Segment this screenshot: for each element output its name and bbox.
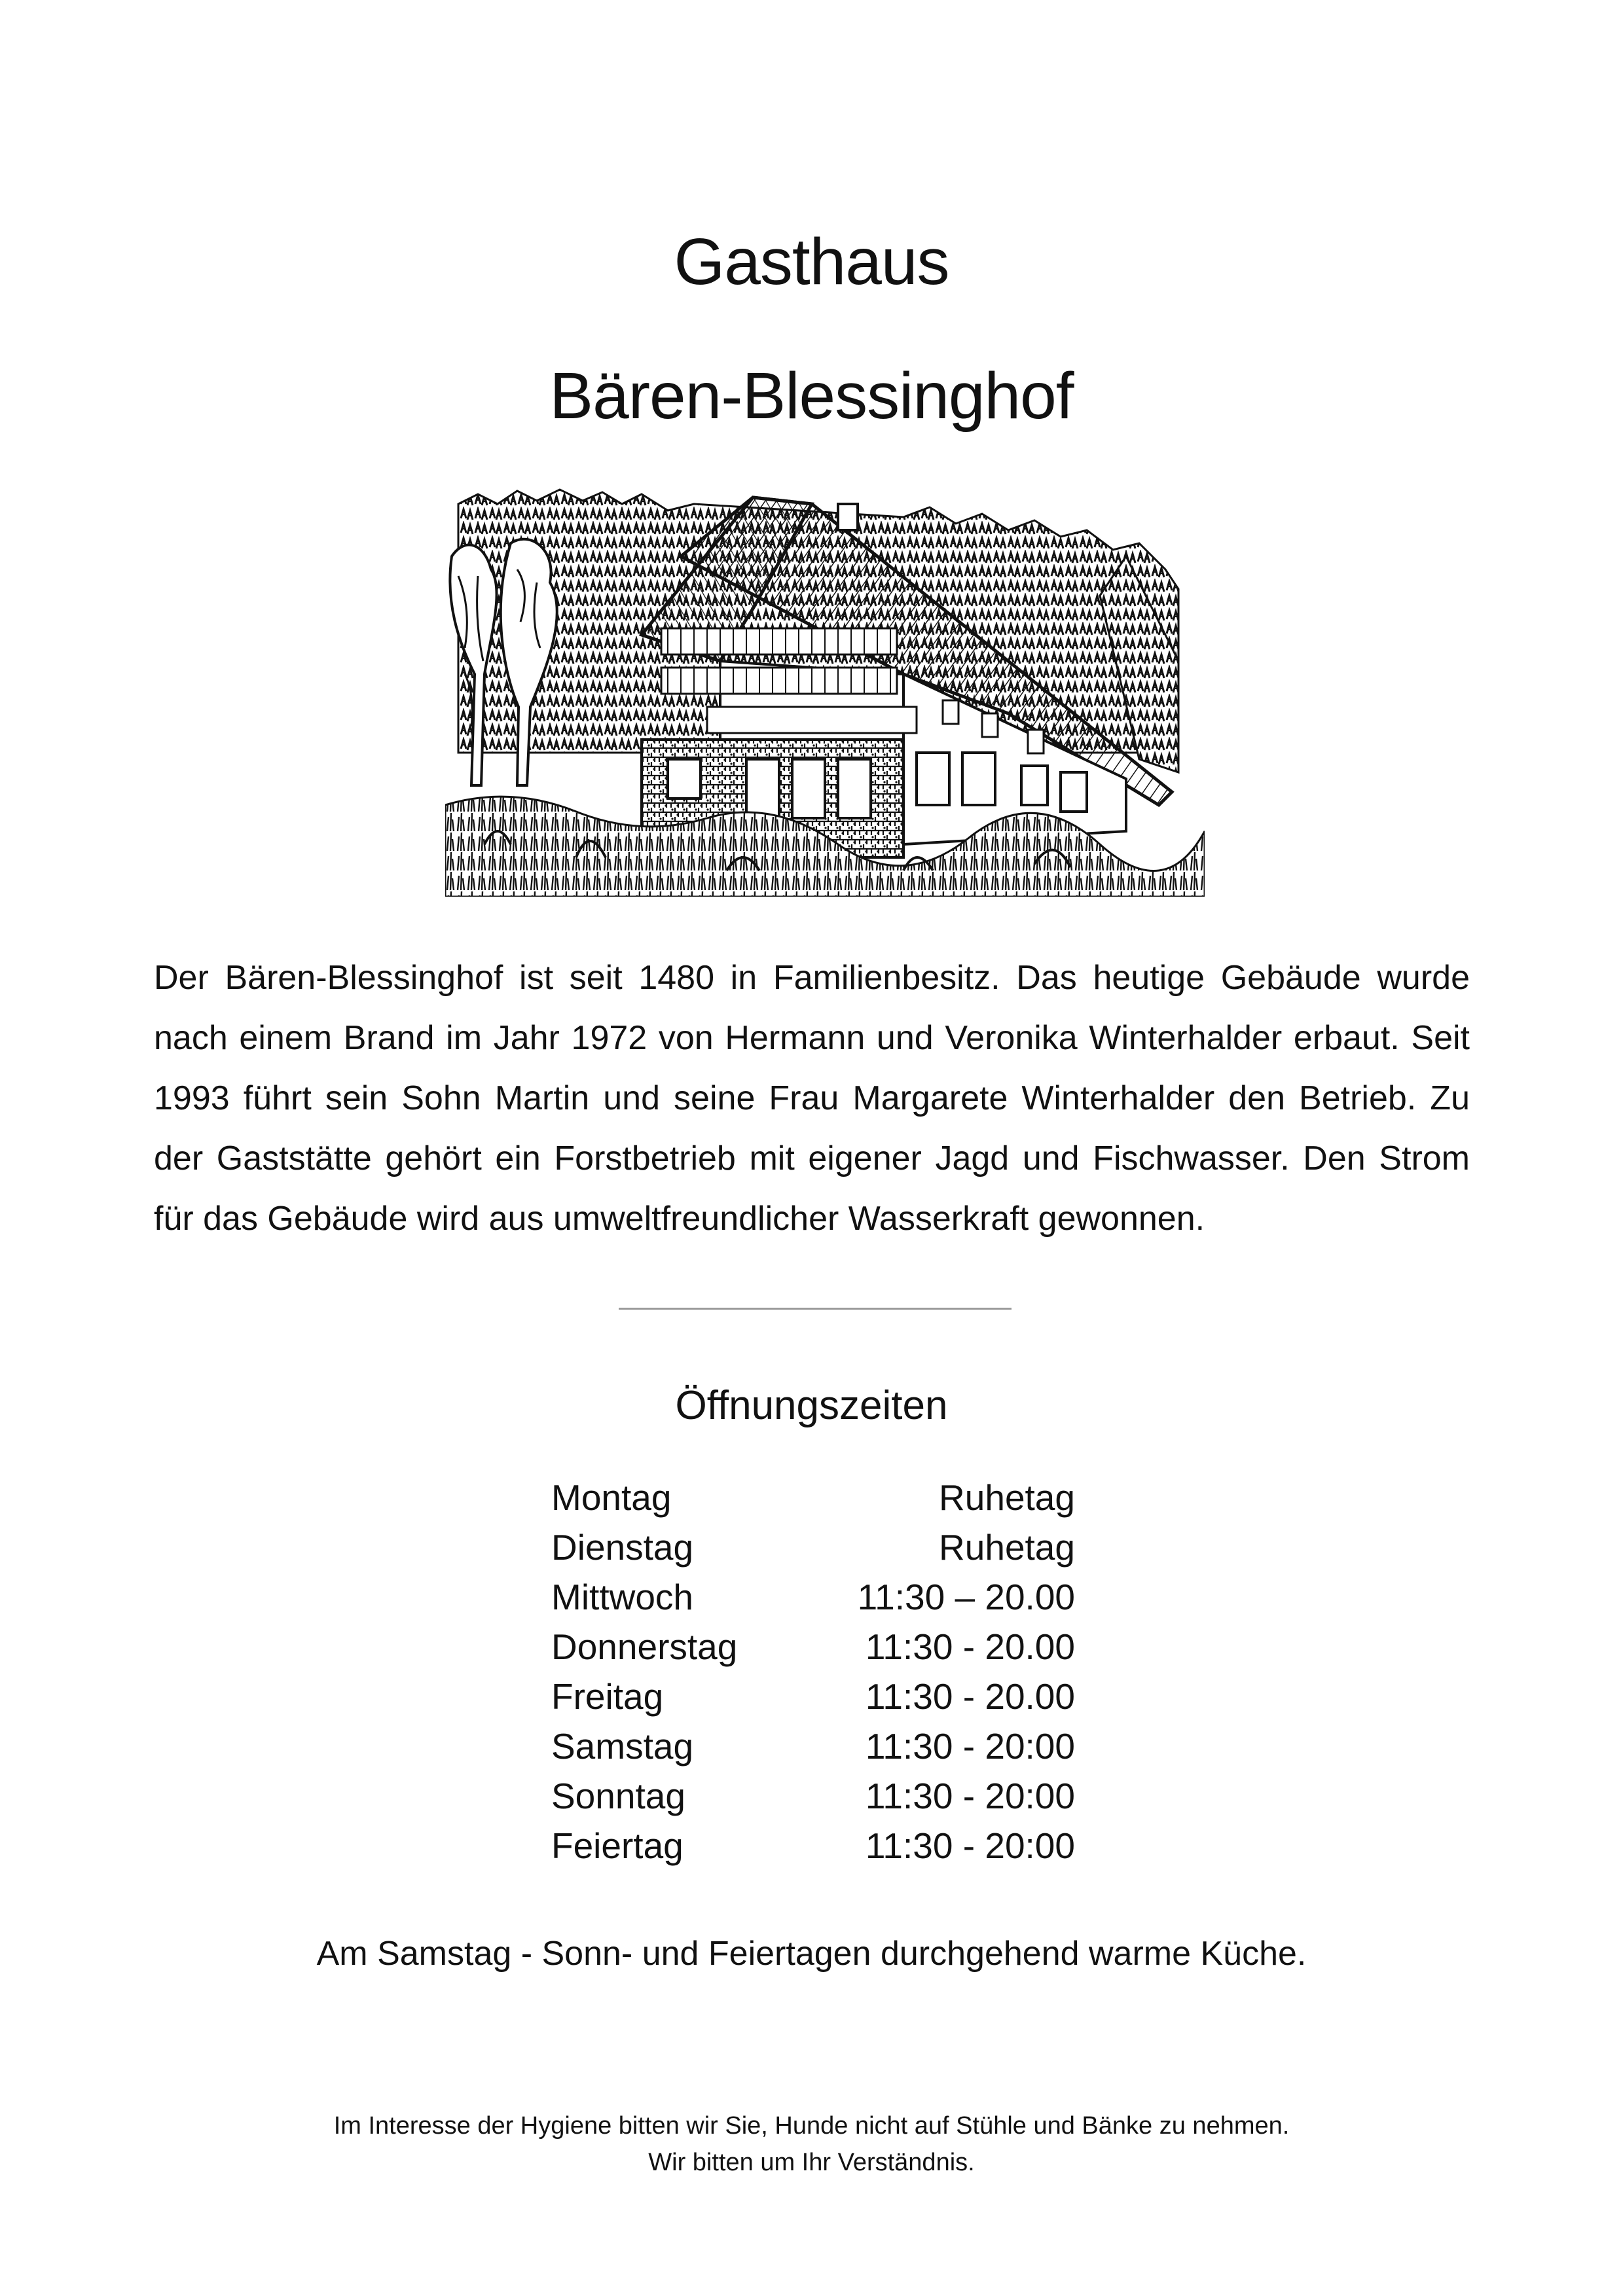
hours-day: Dienstag: [551, 1527, 694, 1568]
hours-row-monday: [551, 1473, 1075, 1522]
page-title-line-1: Gasthaus: [674, 225, 949, 298]
hours-row-friday: [551, 1672, 1075, 1721]
hours-row-wednesday: [551, 1572, 1075, 1622]
hours-day: Feiertag: [551, 1825, 684, 1866]
hours-time: Ruhetag: [939, 1477, 1075, 1518]
hours-row-thursday: [551, 1622, 1075, 1672]
intro-paragraph: Der Bären-Blessinghof ist seit 1480 in Familienbesitz. Das heutige Gebäude wurde nach einem Brand im Jahr 1972 von Hermann und Veronika Winterhalder erbaut. Seit 1993 führt sein Sohn Martin und seine Frau Margarete Winterhalder den Betrieb. Zu der Gaststätte gehört ein Forstbetrieb mit eigener Jagd und Fischwasser. Den Strom für das Gebäude wird aus umweltfreundlicher Wasserkraft gewonnen.: [154, 959, 1470, 1238]
hours-day: Sonntag: [551, 1776, 685, 1816]
hours-day: Donnerstag: [551, 1626, 738, 1667]
opening-hours-heading: Öffnungszeiten: [675, 1383, 948, 1428]
hours-day: Montag: [551, 1477, 672, 1518]
hours-day: Mittwoch: [551, 1577, 693, 1617]
footer-line-2: Wir bitten um Ihr Verständnis.: [648, 2149, 975, 2176]
kitchen-note: Am Samstag - Sonn- und Feiertagen durchgehend warme Küche.: [316, 1935, 1307, 1973]
footer-line-1: Im Interesse der Hygiene bitten wir Sie, Hunde nicht auf Stühle und Bänke zu nehmen.: [333, 2112, 1290, 2140]
hours-day: Freitag: [551, 1676, 664, 1717]
hours-time: 11:30 - 20:00: [865, 1776, 1075, 1816]
hours-time: Ruhetag: [939, 1527, 1075, 1568]
section-divider: [619, 1308, 1012, 1310]
hours-time: 11:30 - 20:00: [865, 1825, 1075, 1866]
hours-time: 11:30 - 20.00: [865, 1676, 1075, 1717]
footer-notice: [0, 2108, 1623, 2181]
hours-time: 11:30 - 20:00: [865, 1726, 1075, 1767]
page-title-line-2: Bären-Blessinghof: [549, 359, 1074, 433]
hours-time: 11:30 – 20.00: [857, 1577, 1075, 1617]
hours-time: 11:30 - 20.00: [865, 1626, 1075, 1667]
farmhouse-drawing-icon: [445, 478, 1205, 897]
opening-hours-table: [551, 1473, 1075, 1871]
hours-row-holiday: [551, 1821, 1075, 1871]
hours-row-saturday: [551, 1721, 1075, 1771]
hours-day: Samstag: [551, 1726, 694, 1767]
hours-row-tuesday: [551, 1522, 1075, 1572]
hours-row-sunday: [551, 1771, 1075, 1821]
